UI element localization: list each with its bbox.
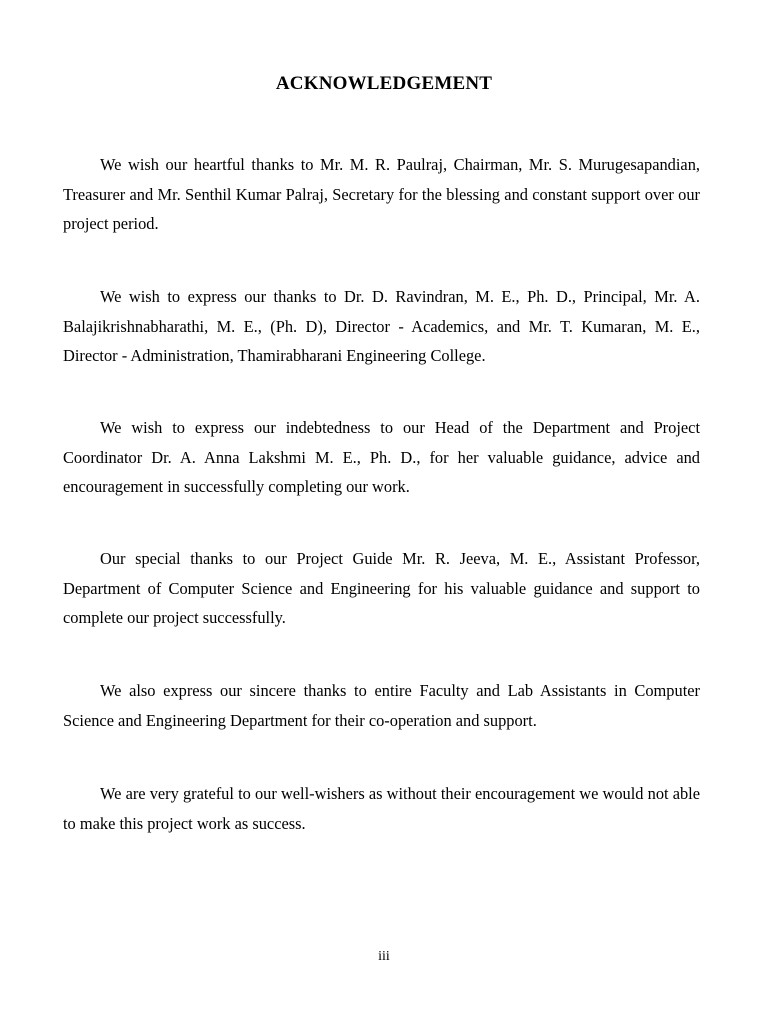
paragraph-faculty: We also express our sincere thanks to entire Faculty and Lab Assistants in Computer Science and Engineering Department for their co-operation and support.: [63, 681, 700, 730]
paragraph-hod: We wish to express our indebtedness to our Head of the Department and Project Coordinator Dr. A. Anna Lakshmi M. E., Ph. D., for her valuable guidance, advice and encouragement in successfully completing our work.: [63, 418, 700, 496]
page-title: ACKNOWLEDGEMENT: [275, 73, 493, 94]
paragraph-guide: Our special thanks to our Project Guide Mr. R. Jeeva, M. E., Assistant Professor, Department of Computer Science and Engineering for his valuable guidance and support to complete our project successfully.: [63, 549, 700, 627]
paragraph-principal: We wish to express our thanks to Dr. D. Ravindran, M. E., Ph. D., Principal, Mr. A. Balajikrishnabharathi, M. E., (Ph. D), Director - Academics, and Mr. T. Kumaran, M. E., Director - Administration, Thamirabharani Engineering College.: [63, 287, 700, 365]
page-number: iii: [378, 949, 390, 964]
paragraph-trustees: We wish our heartful thanks to Mr. M. R. Paulraj, Chairman, Mr. S. Murugesapandian, Treasurer and Mr. Senthil Kumar Palraj, Secretary for the blessing and constant support over our project period.: [63, 155, 700, 233]
paragraph-well-wishers: We are very grateful to our well-wishers as without their encouragement we would not able to make this project work as success.: [63, 784, 700, 833]
